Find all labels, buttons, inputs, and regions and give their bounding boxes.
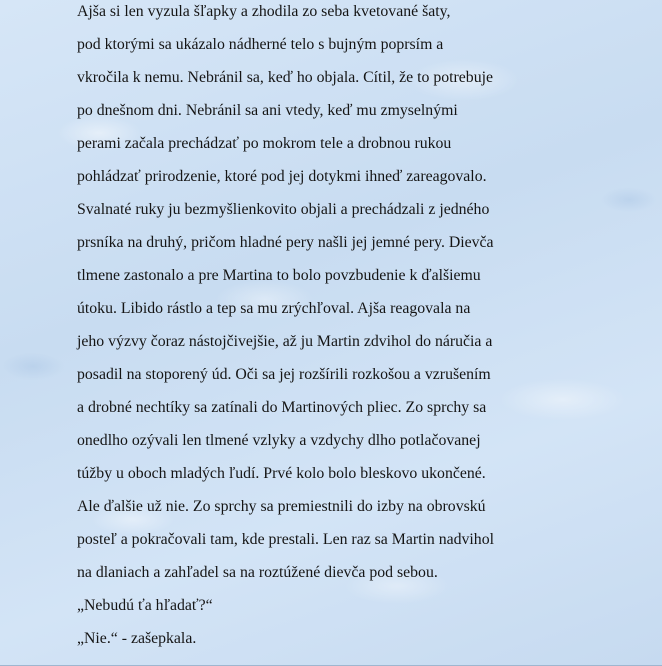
text-line: túžby u oboch mladých ľudí. Prvé kolo bolo bleskovo ukončené. [77,465,486,482]
text-line: prsníka na druhý, pričom hladné pery našli jej jemné pery. Dievča [77,234,494,251]
text-line: na dlaniach a zahľadel sa na roztúžené dievča pod sebou. [77,564,438,581]
text-line: tlmene zastonalo a pre Martina to bolo povzbudenie k ďalšiemu [77,267,481,284]
text-line: pod ktorými sa ukázalo nádherné telo s bujným poprsím a [77,36,444,53]
text-line: jeho výzvy čoraz nástojčivejšie, až ju Martin zdvihol do náručia a [77,333,493,350]
text-line: Ale ďalšie už nie. Zo sprchy sa premiestnili do izby na obrovskú [77,498,486,515]
text-line: a drobné nechtíky sa zatínali do Martinových pliec. Zo sprchy sa [77,399,487,416]
text-line: perami začala prechádzať po mokrom tele a drobnou rukou [77,135,452,152]
text-line: po dnešnom dni. Nebránil sa ani vtedy, keď mu zmyselnými [77,102,458,119]
text-line: Svalnaté ruky ju bezmyšlienkovito objali a prechádzali z jedného [77,201,490,218]
dialogue-line: „Nebudú ťa hľadať?“ [77,597,213,614]
text-line: posadil na stoporený úd. Oči sa jej rozšírili rozkošou a vzrušením [77,366,491,383]
text-line: posteľ a pokračovali tam, kde prestali. Len raz sa Martin nadvihol [77,531,494,548]
text-line: onedlho ozývali len tlmené vzlyky a vzdychy dlho potlačovanej [77,432,481,449]
text-line: pohládzať prirodzenie, ktoré pod jej dotykmi ihneď zareagovalo. [77,168,487,185]
dialogue-line: „Nie.“ - zašepkala. [77,630,197,647]
story-text [77,0,597,660]
text-line: Ajša si len vyzula šľapky a zhodila zo seba kvetované šaty, [77,3,451,20]
text-line: útoku. Libido rástlo a tep sa mu zrýchľoval. Ajša reagovala na [77,300,471,317]
text-line: vkročila k nemu. Nebránil sa, keď ho objala. Cítil, že to potrebuje [77,69,493,86]
